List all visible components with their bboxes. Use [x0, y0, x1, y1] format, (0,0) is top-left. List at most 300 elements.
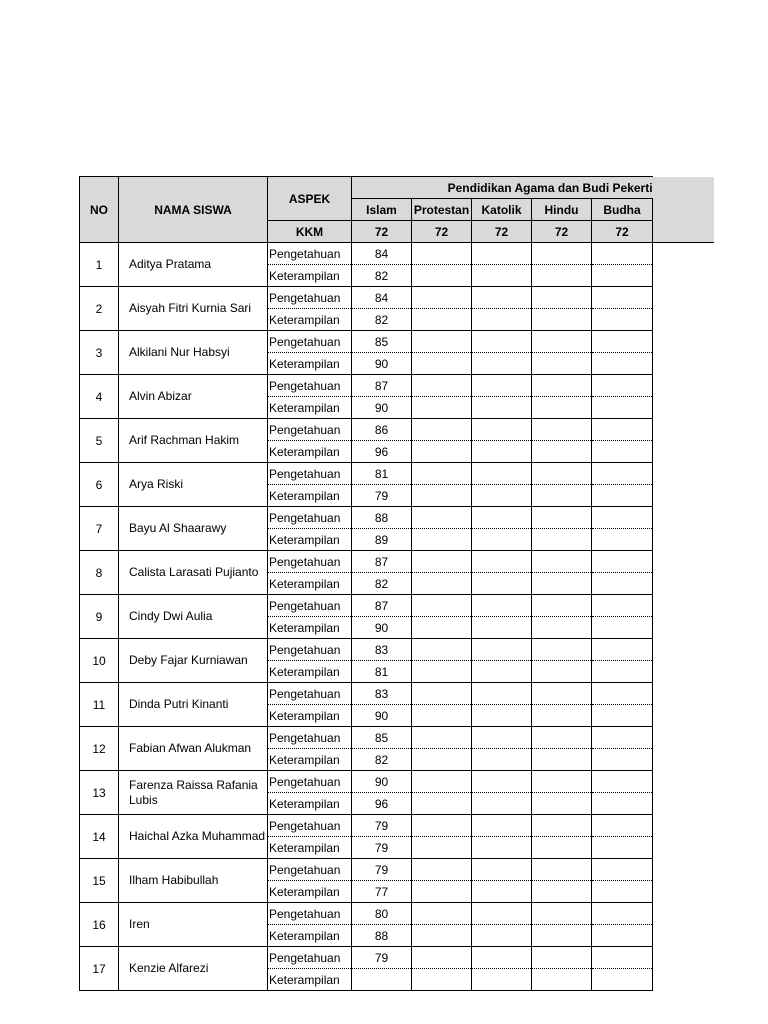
student-name: Bayu Al Shaarawy: [119, 507, 268, 551]
score-budha: [592, 331, 653, 353]
student-no: 2: [80, 287, 119, 331]
blank-cell: [653, 837, 714, 859]
score-hindu: [532, 485, 592, 507]
score-hindu: [532, 529, 592, 551]
score-hindu: [532, 353, 592, 375]
score-islam: 83: [352, 683, 412, 705]
score-hindu: [532, 639, 592, 661]
score-protestan: [412, 309, 472, 331]
table-row: [80, 683, 714, 705]
score-katolik: [472, 485, 532, 507]
score-islam: 90: [352, 353, 412, 375]
score-islam: 90: [352, 617, 412, 639]
score-islam: 89: [352, 529, 412, 551]
score-budha: [592, 309, 653, 331]
blank-cell: [653, 881, 714, 903]
score-protestan: [412, 749, 472, 771]
score-hindu: [532, 617, 592, 639]
blank-cell: [653, 595, 714, 617]
score-islam: 90: [352, 771, 412, 793]
aspek-keterampilan: Keterampilan: [268, 969, 352, 991]
aspek-keterampilan: Keterampilan: [268, 353, 352, 375]
blank-cell: [653, 749, 714, 771]
score-budha: [592, 683, 653, 705]
score-islam: 96: [352, 441, 412, 463]
student-name: Kenzie Alfarezi: [119, 947, 268, 991]
kkm-hindu: 72: [532, 221, 592, 243]
score-hindu: [532, 881, 592, 903]
score-protestan: [412, 287, 472, 309]
score-islam: 79: [352, 485, 412, 507]
score-islam: 82: [352, 265, 412, 287]
aspek-keterampilan: Keterampilan: [268, 881, 352, 903]
student-no: 16: [80, 903, 119, 947]
student-no: 7: [80, 507, 119, 551]
score-budha: [592, 793, 653, 815]
aspek-keterampilan: Keterampilan: [268, 485, 352, 507]
score-katolik: [472, 397, 532, 419]
blank-cell: [653, 903, 714, 925]
score-budha: [592, 507, 653, 529]
score-protestan: [412, 331, 472, 353]
blank-cell: [653, 573, 714, 595]
header-religion-islam: Islam: [352, 199, 412, 221]
score-katolik: [472, 859, 532, 881]
blank-cell: [653, 441, 714, 463]
score-hindu: [532, 419, 592, 441]
aspek-keterampilan: Keterampilan: [268, 749, 352, 771]
aspek-pengetahuan: Pengetahuan: [268, 375, 352, 397]
score-budha: [592, 265, 653, 287]
score-protestan: [412, 485, 472, 507]
blank-cell: [653, 331, 714, 353]
score-protestan: [412, 793, 472, 815]
score-hindu: [532, 859, 592, 881]
score-katolik: [472, 947, 532, 969]
score-hindu: [532, 661, 592, 683]
score-budha: [592, 529, 653, 551]
blank-cell: [653, 639, 714, 661]
score-hindu: [532, 727, 592, 749]
score-budha: [592, 617, 653, 639]
score-hindu: [532, 749, 592, 771]
aspek-pengetahuan: Pengetahuan: [268, 595, 352, 617]
score-hindu: [532, 331, 592, 353]
student-no: 1: [80, 243, 119, 287]
table-row: [80, 287, 714, 309]
score-islam: 82: [352, 749, 412, 771]
score-katolik: [472, 683, 532, 705]
header-no: NO: [80, 177, 119, 243]
score-katolik: [472, 309, 532, 331]
score-hindu: [532, 947, 592, 969]
score-islam: 81: [352, 661, 412, 683]
student-name: Deby Fajar Kurniawan: [119, 639, 268, 683]
score-budha: [592, 287, 653, 309]
score-katolik: [472, 375, 532, 397]
table-row: [80, 947, 714, 969]
aspek-keterampilan: Keterampilan: [268, 617, 352, 639]
score-hindu: [532, 441, 592, 463]
score-islam: [352, 969, 412, 991]
kkm-islam: 72: [352, 221, 412, 243]
student-no: 8: [80, 551, 119, 595]
score-katolik: [472, 419, 532, 441]
blank-cell: [653, 705, 714, 727]
score-budha: [592, 375, 653, 397]
table-row: [80, 903, 714, 925]
blank-cell: [653, 287, 714, 309]
score-budha: [592, 815, 653, 837]
student-name: Cindy Dwi Aulia: [119, 595, 268, 639]
table-row: [80, 243, 714, 265]
score-katolik: [472, 573, 532, 595]
score-hindu: [532, 705, 592, 727]
score-protestan: [412, 551, 472, 573]
score-katolik: [472, 837, 532, 859]
score-hindu: [532, 287, 592, 309]
score-budha: [592, 353, 653, 375]
student-no: 17: [80, 947, 119, 991]
score-hindu: [532, 573, 592, 595]
score-hindu: [532, 815, 592, 837]
score-katolik: [472, 331, 532, 353]
score-islam: 96: [352, 793, 412, 815]
score-budha: [592, 837, 653, 859]
score-protestan: [412, 617, 472, 639]
score-budha: [592, 595, 653, 617]
aspek-keterampilan: Keterampilan: [268, 265, 352, 287]
blank-cell: [653, 683, 714, 705]
score-budha: [592, 771, 653, 793]
blank-cell: [653, 265, 714, 287]
blank-cell: [653, 397, 714, 419]
student-name: Haichal Azka Muhammad: [119, 815, 268, 859]
aspek-keterampilan: Keterampilan: [268, 705, 352, 727]
blank-cell: [653, 727, 714, 749]
header-nama-siswa: NAMA SISWA: [119, 177, 268, 243]
table-row: [80, 859, 714, 881]
score-budha: [592, 727, 653, 749]
score-protestan: [412, 881, 472, 903]
table-row: [80, 639, 714, 661]
header-kkm: KKM: [268, 221, 352, 243]
table-row: [80, 551, 714, 573]
blank-cell: [653, 815, 714, 837]
student-no: 15: [80, 859, 119, 903]
aspek-keterampilan: Keterampilan: [268, 309, 352, 331]
student-no: 14: [80, 815, 119, 859]
score-islam: 79: [352, 859, 412, 881]
aspek-keterampilan: Keterampilan: [268, 529, 352, 551]
header-religion-katolik: Katolik: [472, 199, 532, 221]
aspek-keterampilan: Keterampilan: [268, 573, 352, 595]
grade-table: [79, 176, 714, 991]
score-budha: [592, 463, 653, 485]
score-katolik: [472, 551, 532, 573]
header-fill: [653, 221, 714, 243]
score-katolik: [472, 287, 532, 309]
score-protestan: [412, 507, 472, 529]
score-hindu: [532, 397, 592, 419]
aspek-pengetahuan: Pengetahuan: [268, 903, 352, 925]
header-subject-title: Pendidikan Agama dan Budi Pekerti: [352, 177, 653, 199]
score-katolik: [472, 771, 532, 793]
score-katolik: [472, 639, 532, 661]
blank-cell: [653, 353, 714, 375]
score-katolik: [472, 265, 532, 287]
score-hindu: [532, 771, 592, 793]
aspek-pengetahuan: Pengetahuan: [268, 639, 352, 661]
score-hindu: [532, 265, 592, 287]
score-protestan: [412, 683, 472, 705]
score-hindu: [532, 595, 592, 617]
score-katolik: [472, 595, 532, 617]
score-islam: 82: [352, 309, 412, 331]
table-row: [80, 375, 714, 397]
score-islam: 79: [352, 837, 412, 859]
score-protestan: [412, 859, 472, 881]
student-name: Aisyah Fitri Kurnia Sari: [119, 287, 268, 331]
score-budha: [592, 969, 653, 991]
aspek-pengetahuan: Pengetahuan: [268, 243, 352, 265]
blank-cell: [653, 859, 714, 881]
score-katolik: [472, 243, 532, 265]
aspek-keterampilan: Keterampilan: [268, 661, 352, 683]
score-protestan: [412, 353, 472, 375]
student-rows: [80, 243, 714, 991]
aspek-keterampilan: Keterampilan: [268, 397, 352, 419]
score-protestan: [412, 639, 472, 661]
score-protestan: [412, 815, 472, 837]
score-islam: 87: [352, 551, 412, 573]
score-budha: [592, 903, 653, 925]
score-hindu: [532, 903, 592, 925]
aspek-keterampilan: Keterampilan: [268, 837, 352, 859]
score-protestan: [412, 661, 472, 683]
blank-cell: [653, 529, 714, 551]
score-islam: 82: [352, 573, 412, 595]
score-islam: 84: [352, 287, 412, 309]
header-fill: [653, 177, 714, 199]
aspek-pengetahuan: Pengetahuan: [268, 771, 352, 793]
student-name: Alvin Abizar: [119, 375, 268, 419]
kkm-protestan: 72: [412, 221, 472, 243]
blank-cell: [653, 463, 714, 485]
score-protestan: [412, 727, 472, 749]
score-islam: 79: [352, 947, 412, 969]
score-islam: 87: [352, 375, 412, 397]
table-row: [80, 419, 714, 441]
score-budha: [592, 859, 653, 881]
score-katolik: [472, 815, 532, 837]
aspek-pengetahuan: Pengetahuan: [268, 947, 352, 969]
aspek-pengetahuan: Pengetahuan: [268, 287, 352, 309]
student-no: 9: [80, 595, 119, 639]
score-katolik: [472, 705, 532, 727]
header-religion-protestan: Protestan: [412, 199, 472, 221]
student-name: Arif Rachman Hakim: [119, 419, 268, 463]
score-budha: [592, 925, 653, 947]
table-row: [80, 727, 714, 749]
blank-cell: [653, 309, 714, 331]
score-protestan: [412, 595, 472, 617]
blank-cell: [653, 243, 714, 265]
score-protestan: [412, 925, 472, 947]
table-row: [80, 771, 714, 793]
blank-cell: [653, 661, 714, 683]
student-name: Farenza Raissa Rafania Lubis: [119, 771, 268, 815]
aspek-pengetahuan: Pengetahuan: [268, 859, 352, 881]
blank-cell: [653, 551, 714, 573]
score-katolik: [472, 969, 532, 991]
kkm-katolik: 72: [472, 221, 532, 243]
score-islam: 86: [352, 419, 412, 441]
header-aspek: ASPEK: [268, 177, 352, 221]
score-hindu: [532, 969, 592, 991]
student-no: 3: [80, 331, 119, 375]
student-no: 5: [80, 419, 119, 463]
table-row: [80, 815, 714, 837]
blank-cell: [653, 771, 714, 793]
score-protestan: [412, 441, 472, 463]
score-katolik: [472, 441, 532, 463]
score-islam: 80: [352, 903, 412, 925]
score-islam: 79: [352, 815, 412, 837]
score-budha: [592, 485, 653, 507]
student-no: 6: [80, 463, 119, 507]
score-protestan: [412, 837, 472, 859]
score-islam: 85: [352, 331, 412, 353]
score-islam: 88: [352, 925, 412, 947]
score-islam: 77: [352, 881, 412, 903]
student-no: 13: [80, 771, 119, 815]
score-budha: [592, 573, 653, 595]
student-no: 12: [80, 727, 119, 771]
table-row: [80, 463, 714, 485]
aspek-pengetahuan: Pengetahuan: [268, 551, 352, 573]
score-islam: 87: [352, 595, 412, 617]
student-name: Iren: [119, 903, 268, 947]
score-protestan: [412, 573, 472, 595]
student-name: Dinda Putri Kinanti: [119, 683, 268, 727]
score-katolik: [472, 749, 532, 771]
score-budha: [592, 881, 653, 903]
score-budha: [592, 397, 653, 419]
score-budha: [592, 243, 653, 265]
aspek-pengetahuan: Pengetahuan: [268, 815, 352, 837]
header-religion-hindu: Hindu: [532, 199, 592, 221]
score-katolik: [472, 881, 532, 903]
score-budha: [592, 947, 653, 969]
blank-cell: [653, 375, 714, 397]
blank-cell: [653, 485, 714, 507]
score-budha: [592, 661, 653, 683]
aspek-keterampilan: Keterampilan: [268, 793, 352, 815]
score-protestan: [412, 265, 472, 287]
score-katolik: [472, 793, 532, 815]
score-protestan: [412, 947, 472, 969]
score-hindu: [532, 837, 592, 859]
score-katolik: [472, 353, 532, 375]
blank-cell: [653, 617, 714, 639]
student-no: 11: [80, 683, 119, 727]
score-katolik: [472, 903, 532, 925]
score-islam: 83: [352, 639, 412, 661]
kkm-budha: 72: [592, 221, 653, 243]
aspek-keterampilan: Keterampilan: [268, 925, 352, 947]
blank-cell: [653, 969, 714, 991]
score-katolik: [472, 727, 532, 749]
table-row: [80, 331, 714, 353]
blank-cell: [653, 793, 714, 815]
score-hindu: [532, 551, 592, 573]
score-protestan: [412, 903, 472, 925]
header-religion-budha: Budha: [592, 199, 653, 221]
score-hindu: [532, 309, 592, 331]
aspek-pengetahuan: Pengetahuan: [268, 419, 352, 441]
score-protestan: [412, 705, 472, 727]
score-hindu: [532, 683, 592, 705]
aspek-keterampilan: Keterampilan: [268, 441, 352, 463]
score-protestan: [412, 397, 472, 419]
score-budha: [592, 749, 653, 771]
score-katolik: [472, 463, 532, 485]
grade-sheet: [79, 176, 713, 987]
score-hindu: [532, 463, 592, 485]
score-budha: [592, 419, 653, 441]
score-protestan: [412, 419, 472, 441]
score-katolik: [472, 925, 532, 947]
student-no: 10: [80, 639, 119, 683]
blank-cell: [653, 925, 714, 947]
score-islam: 90: [352, 397, 412, 419]
score-hindu: [532, 925, 592, 947]
student-name: Ilham Habibullah: [119, 859, 268, 903]
score-budha: [592, 441, 653, 463]
score-islam: 85: [352, 727, 412, 749]
score-hindu: [532, 375, 592, 397]
table-row: [80, 595, 714, 617]
aspek-pengetahuan: Pengetahuan: [268, 331, 352, 353]
student-name: Aditya Pratama: [119, 243, 268, 287]
table-row: [80, 507, 714, 529]
score-islam: 81: [352, 463, 412, 485]
score-katolik: [472, 507, 532, 529]
blank-cell: [653, 947, 714, 969]
header-fill: [653, 199, 714, 221]
aspek-pengetahuan: Pengetahuan: [268, 683, 352, 705]
score-islam: 90: [352, 705, 412, 727]
score-katolik: [472, 529, 532, 551]
score-islam: 84: [352, 243, 412, 265]
score-hindu: [532, 243, 592, 265]
score-budha: [592, 639, 653, 661]
score-katolik: [472, 617, 532, 639]
score-protestan: [412, 529, 472, 551]
aspek-pengetahuan: Pengetahuan: [268, 463, 352, 485]
score-hindu: [532, 507, 592, 529]
blank-cell: [653, 419, 714, 441]
aspek-pengetahuan: Pengetahuan: [268, 507, 352, 529]
blank-cell: [653, 507, 714, 529]
score-budha: [592, 705, 653, 727]
score-protestan: [412, 375, 472, 397]
score-protestan: [412, 243, 472, 265]
score-protestan: [412, 969, 472, 991]
score-hindu: [532, 793, 592, 815]
score-protestan: [412, 463, 472, 485]
